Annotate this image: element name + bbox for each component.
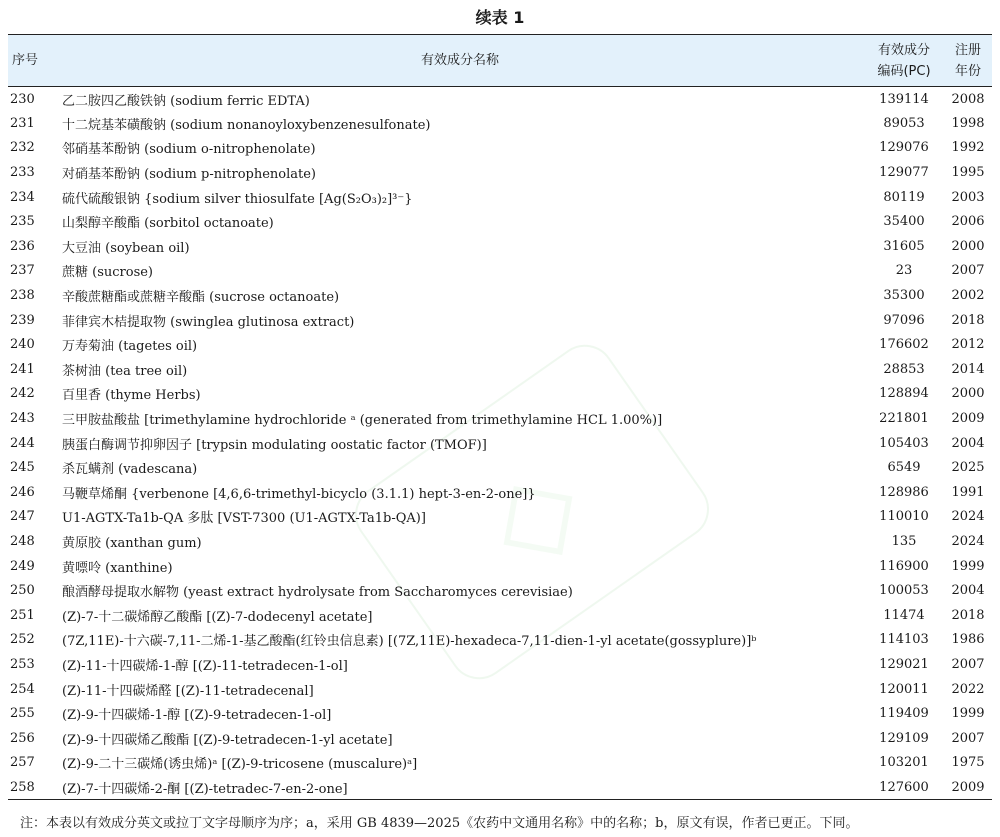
table-title: 续表 1 (475, 8, 525, 27)
table-row (8, 283, 992, 308)
cell-name: 邻硝基苯酚钠 (sodium o-nitrophenolate) (62, 142, 316, 158)
cell-name: (Z)-11-十四碳烯-1-醇 [(Z)-11-tetradecen-1-ol] (62, 658, 348, 674)
cell-code: 129109 (879, 730, 929, 746)
cell-code: 35300 (883, 288, 925, 304)
cell-name: 山梨醇辛酸酯 (sorbitol octanoate) (62, 216, 274, 232)
table-row (8, 406, 992, 431)
cell-name: 硫代硫酸银钠 {sodium silver thiosulfate [Ag(S₂O₃)₂]³⁻} (62, 191, 413, 207)
cell-num: 239 (10, 312, 35, 328)
header-code-line2: 编码(PC) (877, 63, 931, 79)
cell-code: 127600 (864, 775, 944, 800)
cell-code: 139114 (879, 91, 929, 107)
cell-year: 2007 (951, 263, 985, 279)
cell-name: (Z)-11-十四碳烯醛 [(Z)-11-tetradecenal] (62, 683, 314, 699)
table-header-row (8, 35, 992, 87)
cell-code: 221801 (879, 411, 929, 427)
table-footnote: 注：本表以有效成分英文或拉丁文字母顺序为序；a，采用 GB 4839—2025《农药中文通用名称》中的名称；b，原文有误，作者已更正。下同。 (20, 816, 859, 831)
cell-code: 120011 (879, 681, 929, 697)
cell-year: 2009 (944, 775, 992, 800)
cell-name: 马鞭草烯酮 {verbenone [4,6,6-trimethyl-bicyclo (3.1.1) hept-3-en-2-one]} (62, 486, 536, 502)
cell-name: 乙二胺四乙酸铁钠 (sodium ferric EDTA) (62, 93, 310, 109)
cell-num: 253 (10, 656, 35, 672)
cell-name: 菲律宾木桔提取物 (swinglea glutinosa extract) (62, 314, 355, 330)
cell-num: 251 (10, 607, 35, 623)
cell-year: 2004 (951, 435, 985, 451)
table-row (8, 382, 992, 407)
cell-year: 2014 (951, 361, 985, 377)
header-year-line2: 年份 (954, 63, 981, 79)
table-row (8, 775, 992, 800)
cell-num: 250 (10, 583, 35, 599)
header-year-line1: 注册 (954, 42, 981, 58)
cell-year: 1991 (951, 484, 985, 500)
cell-year: 2018 (951, 607, 985, 623)
watermark: ◇ (343, 333, 721, 691)
table-row (8, 554, 992, 579)
table-row (8, 455, 992, 480)
cell-name: (Z)-7-十二碳烯醇乙酸酯 [(Z)-7-dodecenyl acetate] (62, 609, 373, 625)
cell-name: 杀瓦螨剂 (vadescana) (62, 462, 198, 478)
cell-year: 2024 (951, 509, 985, 525)
table-row (8, 603, 992, 628)
cell-code: 35400 (883, 214, 925, 230)
cell-name: 十二烷基苯磺酸钠 (sodium nonanoyloxybenzenesulfonate) (62, 117, 431, 133)
table-row (8, 111, 992, 136)
cell-code: 80119 (883, 189, 925, 205)
cell-code: 31605 (883, 238, 925, 254)
cell-year: 2000 (951, 238, 985, 254)
table-row (8, 209, 992, 234)
cell-year: 1995 (951, 165, 985, 181)
cell-num: 242 (10, 386, 35, 402)
table-row (8, 87, 992, 112)
cell-year: 2009 (951, 411, 985, 427)
cell-name: (Z)-9-十四碳烯-1-醇 [(Z)-9-tetradecen-1-ol] (62, 708, 332, 724)
table-row (8, 160, 992, 185)
cell-num: 243 (10, 411, 35, 427)
cell-num: 233 (10, 165, 35, 181)
cell-num: 252 (10, 632, 35, 648)
cell-num: 237 (10, 263, 35, 279)
cell-code: 129076 (879, 140, 929, 156)
header-code (864, 35, 944, 87)
cell-num: 254 (10, 681, 35, 697)
cell-year: 1999 (951, 558, 985, 574)
cell-name: 黄原胶 (xanthan gum) (62, 535, 202, 551)
table-row (8, 308, 992, 333)
cell-num: 249 (10, 558, 35, 574)
cell-name: 胰蛋白酶调节抑卵因子 [trypsin modulating oostatic factor (TMOF)] (62, 437, 487, 453)
table-row (8, 529, 992, 554)
cell-year: 2007 (951, 656, 985, 672)
data-table (8, 34, 992, 800)
cell-num: 241 (10, 361, 35, 377)
cell-code: 23 (895, 263, 913, 279)
cell-year: 2008 (951, 91, 985, 107)
cell-name: (7Z,11E)-十六碳-7,11-二烯-1-基乙酸酯(红铃虫信息素) [(7Z,11E)-hexadeca-7,11-dien-1-yl acetate(gossyplure)]ᵇ (62, 634, 757, 650)
cell-code: 116900 (879, 558, 929, 574)
cell-code: 6549 (887, 460, 921, 476)
cell-name: 辛酸蔗糖酯或蔗糖辛酸酯 (sucrose octanoate) (62, 290, 340, 306)
header-code-line1: 有效成分 (877, 42, 930, 58)
cell-code: 103201 (879, 755, 929, 771)
cell-name: (Z)-7-十四碳烯-2-酮 [(Z)-tetradec-7-en-2-one] (56, 775, 864, 800)
cell-num: 256 (10, 730, 35, 746)
cell-name: 酿酒酵母提取水解物 (yeast extract hydrolysate from Saccharomyces cerevisiae) (62, 585, 573, 601)
cell-name: U1-AGTX-Ta1b-QA 多肽 [VST-7300 (U1-AGTX-Ta1b-QA)] (62, 511, 426, 527)
cell-num: 236 (10, 238, 35, 254)
table-row (8, 652, 992, 677)
cell-name: 大豆油 (soybean oil) (62, 240, 190, 256)
cell-num: 231 (10, 115, 35, 131)
cell-code: 135 (891, 533, 917, 549)
cell-year: 2007 (951, 730, 985, 746)
table-row (8, 259, 992, 284)
header-name: 有效成分名称 (56, 35, 864, 87)
cell-code: 110010 (879, 509, 929, 525)
cell-num: 238 (10, 288, 35, 304)
cell-num: 255 (10, 706, 35, 722)
cell-code: 89053 (883, 115, 925, 131)
cell-name: 百里香 (thyme Herbs) (62, 388, 201, 404)
cell-num: 247 (10, 509, 35, 525)
table-row (8, 357, 992, 382)
cell-num: 235 (10, 214, 35, 230)
table-row (8, 185, 992, 210)
cell-name: 蔗糖 (sucrose) (62, 265, 154, 281)
cell-code: 28853 (883, 361, 925, 377)
cell-num: 244 (10, 435, 35, 451)
cell-year: 1986 (951, 632, 985, 648)
cell-name: 黄嘌呤 (xanthine) (62, 560, 173, 576)
cell-num: 245 (10, 460, 35, 476)
cell-num: 246 (10, 484, 35, 500)
cell-code: 176602 (879, 337, 929, 353)
cell-year: 2002 (951, 288, 985, 304)
cell-year: 2018 (951, 312, 985, 328)
cell-year: 2012 (951, 337, 985, 353)
cell-code: 114103 (879, 632, 929, 648)
table-row (8, 628, 992, 653)
cell-name: 万寿菊油 (tagetes oil) (62, 339, 198, 355)
table-body (8, 87, 992, 800)
cell-year: 2004 (951, 583, 985, 599)
cell-num: 234 (10, 189, 35, 205)
cell-year: 2003 (951, 189, 985, 205)
cell-num: 257 (10, 755, 35, 771)
cell-code: 11474 (883, 607, 925, 623)
table-row (8, 431, 992, 456)
cell-code: 97096 (883, 312, 925, 328)
cell-code: 128894 (879, 386, 929, 402)
table-row (8, 751, 992, 776)
table-row (8, 480, 992, 505)
cell-code: 100053 (879, 583, 929, 599)
cell-year: 2024 (951, 533, 985, 549)
table-row (8, 136, 992, 161)
cell-code: 128986 (879, 484, 929, 500)
cell-num: 230 (10, 91, 35, 107)
cell-name: (Z)-9-十四碳烯乙酸酯 [(Z)-9-tetradecen-1-yl acetate] (62, 732, 393, 748)
cell-year: 2006 (951, 214, 985, 230)
cell-year: 1992 (951, 140, 985, 156)
table-row (8, 677, 992, 702)
cell-year: 2022 (951, 681, 985, 697)
table-row (8, 234, 992, 259)
cell-code: 119409 (879, 706, 929, 722)
cell-name: (Z)-9-二十三碳烯(诱虫烯)ᵃ [(Z)-9-tricosene (muscalure)ᵃ] (62, 757, 418, 773)
table-row (8, 701, 992, 726)
cell-num: 240 (10, 337, 35, 353)
table-row (8, 726, 992, 751)
cell-code: 129021 (879, 656, 929, 672)
cell-num: 248 (10, 533, 35, 549)
cell-year: 1975 (951, 755, 985, 771)
cell-name: 茶树油 (tea tree oil) (62, 363, 188, 379)
cell-name: 对硝基苯酚钠 (sodium p-nitrophenolate) (62, 167, 317, 183)
cell-year: 2025 (951, 460, 985, 476)
cell-name: 三甲胺盐酸盐 [trimethylamine hydrochloride ᵃ (generated from trimethylamine HCL 1.00%)] (62, 413, 663, 429)
cell-num: 258 (8, 775, 56, 800)
cell-code: 129077 (879, 165, 929, 181)
header-num: 序号 (8, 35, 56, 87)
table-row (8, 578, 992, 603)
table-row (8, 505, 992, 530)
cell-code: 105403 (879, 435, 929, 451)
cell-year: 2000 (951, 386, 985, 402)
header-year (944, 35, 992, 87)
cell-year: 1998 (951, 115, 985, 131)
table-row (8, 332, 992, 357)
cell-year: 1999 (951, 706, 985, 722)
cell-num: 232 (10, 140, 35, 156)
